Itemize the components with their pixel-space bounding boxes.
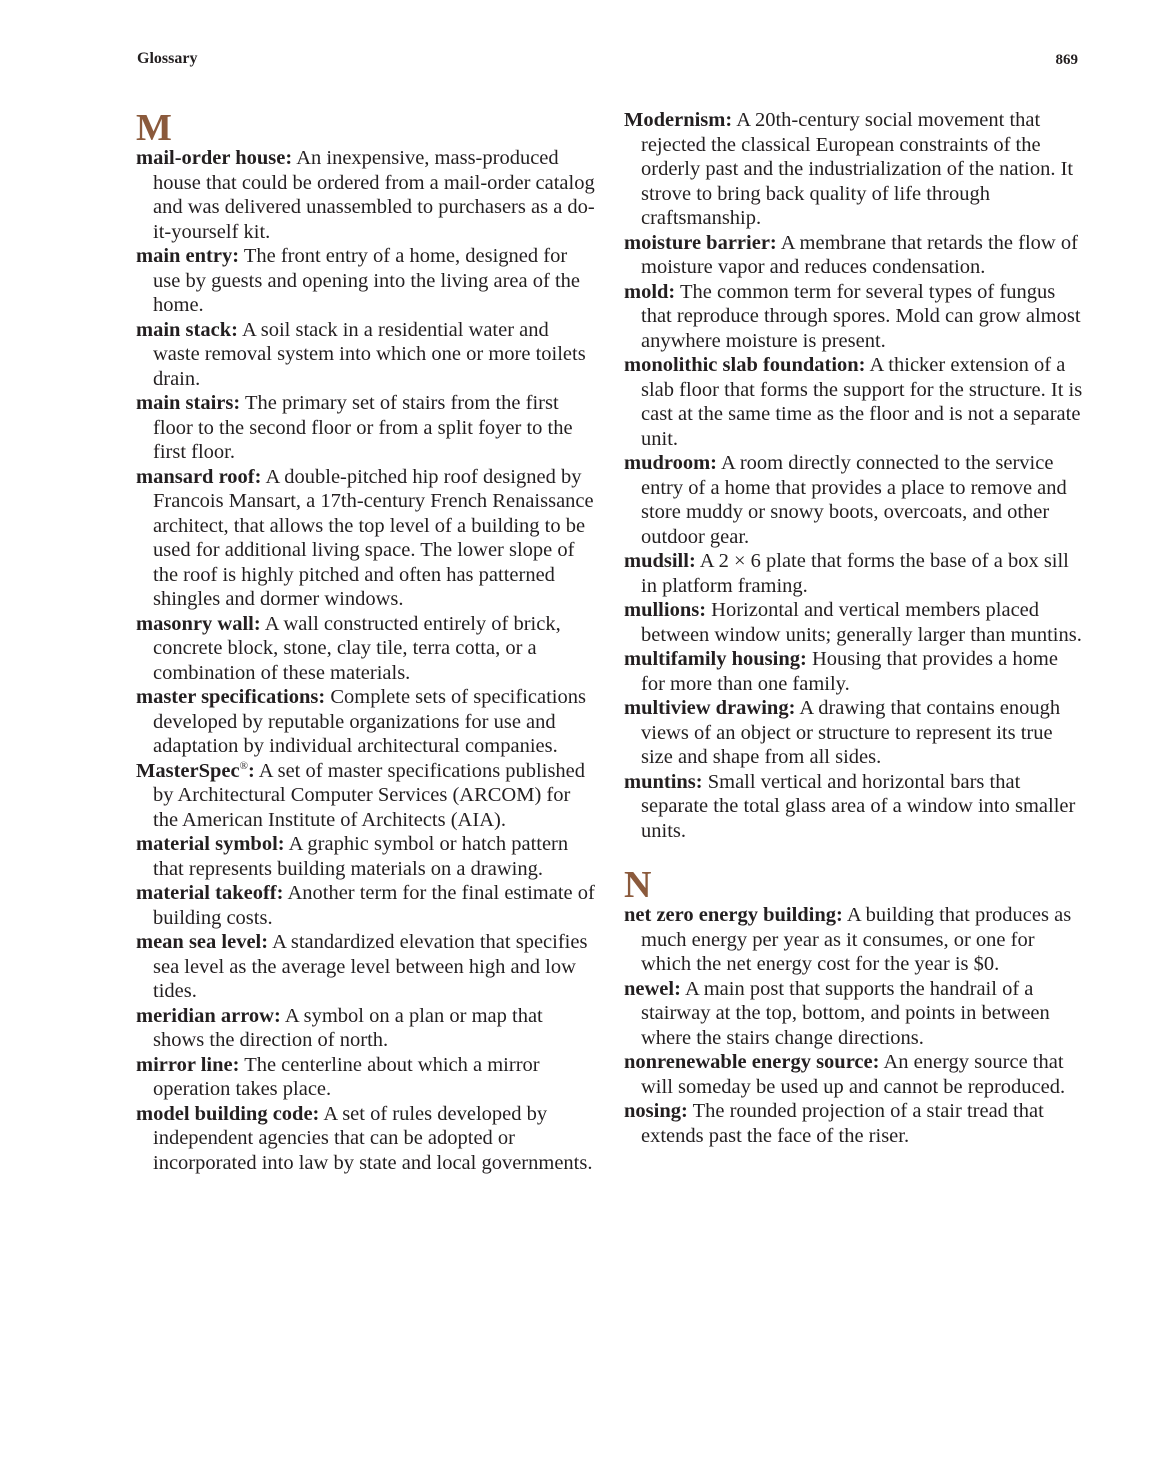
glossary-entry bbox=[624, 1099, 1084, 1148]
glossary-term: Modernism: bbox=[624, 109, 733, 131]
glossary-entry bbox=[624, 903, 1084, 977]
glossary-definition: An energy source that will someday be used up and cannot be reproduced. bbox=[641, 1051, 1066, 1098]
glossary-term: mirror line: bbox=[136, 1053, 240, 1076]
running-head: Glossary bbox=[137, 50, 198, 67]
glossary-term: net zero energy building: bbox=[624, 904, 843, 926]
glossary-definition: A set of rules developed by independent agencies that can be adopted or incorporated into law by state and local governments. bbox=[153, 1102, 593, 1174]
glossary-definition: A building that produces as much energy per year as it consumes, or one for which the net energy cost for the year is $0. bbox=[641, 904, 1072, 975]
glossary-entry bbox=[136, 465, 596, 612]
glossary-term: main stairs: bbox=[136, 392, 241, 414]
glossary-definition: A 20th-century social movement that rejected the classical European constraints of the orderly past and the industrialization of the nation. It strove to bring back quality of life through craftsmanship. bbox=[641, 109, 1074, 229]
glossary-definition: Another term for the final estimate of building costs. bbox=[153, 882, 595, 929]
glossary-term: mold: bbox=[624, 280, 676, 303]
entry-list-m bbox=[136, 146, 596, 1175]
glossary-term: material takeoff: bbox=[136, 882, 284, 904]
glossary-right-column bbox=[624, 108, 1084, 1148]
section-letter-m: M bbox=[136, 107, 171, 149]
glossary-term: mean sea level: bbox=[136, 931, 269, 953]
glossary-term: main entry: bbox=[136, 245, 240, 267]
glossary-definition: Horizontal and vertical members placed between window units; generally larger than muntins. bbox=[641, 599, 1082, 646]
glossary-definition: An inexpensive, mass-produced house that could be ordered from a mail-order catalog and was delivered unassembled to purchasers as a do-it-yourself kit. bbox=[153, 147, 595, 243]
glossary-term: masonry wall: bbox=[136, 612, 261, 635]
glossary-entry bbox=[624, 770, 1084, 844]
glossary-definition: A wall constructed entirely of brick, concrete block, stone, clay tile, terra cotta, or a combination of these materials. bbox=[153, 612, 561, 684]
entry-list-m-continued bbox=[624, 108, 1084, 843]
glossary-definition: Small vertical and horizontal bars that separate the total glass area of a window into smaller units. bbox=[641, 770, 1076, 842]
glossary-entry bbox=[136, 146, 596, 244]
term-colon: : bbox=[247, 759, 255, 782]
glossary-entry bbox=[624, 108, 1084, 231]
glossary-entry bbox=[136, 759, 596, 833]
glossary-entry bbox=[136, 318, 596, 392]
glossary-entry bbox=[624, 977, 1084, 1051]
page-number: 869 bbox=[1055, 52, 1078, 68]
glossary-definition: The centerline about which a mirror operation takes place. bbox=[153, 1053, 540, 1100]
glossary-term: newel: bbox=[624, 977, 681, 1000]
glossary-entry bbox=[624, 647, 1084, 696]
glossary-term: mansard roof: bbox=[136, 465, 262, 488]
glossary-definition: Complete sets of specifications developed by reputable organizations for use and adaptation by individual architectural companies. bbox=[153, 686, 586, 757]
glossary-term: mudsill: bbox=[624, 550, 696, 572]
glossary-entry bbox=[136, 930, 596, 1004]
glossary-definition: A membrane that retards the flow of moisture vapor and reduces condensation. bbox=[641, 231, 1078, 278]
entry-list-n bbox=[624, 903, 1084, 1148]
glossary-entry bbox=[136, 612, 596, 686]
glossary-definition: A symbol on a plan or map that shows the direction of north. bbox=[153, 1004, 543, 1051]
glossary-entry bbox=[136, 1004, 596, 1053]
registered-mark: ® bbox=[239, 759, 248, 772]
glossary-entry bbox=[624, 231, 1084, 280]
glossary-entry bbox=[624, 1050, 1084, 1099]
glossary-definition: A 2 × 6 plate that forms the base of a box sill in platform framing. bbox=[641, 550, 1069, 597]
glossary-term: multifamily housing: bbox=[624, 648, 807, 670]
section-letter-n: N bbox=[624, 864, 651, 906]
glossary-definition: A room directly connected to the service entry of a home that provides a place to remove and store muddy or snowy boots, overcoats, and other outdoor gear. bbox=[641, 452, 1067, 548]
glossary-term: multiview drawing: bbox=[624, 697, 796, 719]
glossary-definition: A double-pitched hip roof designed by Francois Mansart, a 17th-century French Renaissance architect, that allows the top level of a building to be used for additional living space. The lower slope of the roof is highly pitched and often has patterned shingles and dormer windows. bbox=[153, 465, 594, 610]
glossary-term: monolithic slab foundation: bbox=[624, 354, 866, 376]
glossary-term: mudroom: bbox=[624, 452, 718, 474]
glossary-entry bbox=[136, 391, 596, 465]
glossary-term: nosing: bbox=[624, 1100, 688, 1122]
glossary-entry bbox=[136, 685, 596, 759]
glossary-term: model building code: bbox=[136, 1102, 320, 1125]
glossary-definition: A soil stack in a residential water and waste removal system into which one or more toilets drain. bbox=[153, 318, 586, 390]
glossary-definition: The rounded projection of a stair tread that extends past the face of the riser. bbox=[641, 1100, 1044, 1147]
glossary-definition: A drawing that contains enough views of an object or structure to represent its true size and shape from all sides. bbox=[641, 697, 1061, 768]
glossary-entry bbox=[624, 353, 1084, 451]
glossary-term: material symbol: bbox=[136, 833, 285, 855]
glossary-term: master specifications: bbox=[136, 686, 326, 708]
glossary-term: moisture barrier: bbox=[624, 231, 777, 254]
glossary-term: mail-order house: bbox=[136, 147, 293, 169]
glossary-entry bbox=[624, 696, 1084, 770]
glossary-definition: The common term for several types of fungus that reproduce through spores. Mold can grow almost anywhere moisture is present. bbox=[641, 280, 1081, 352]
glossary-entry bbox=[624, 598, 1084, 647]
glossary-definition: A main post that supports the handrail of a stairway at the top, bottom, and points in between where the stairs change directions. bbox=[641, 977, 1050, 1049]
glossary-entry bbox=[136, 881, 596, 930]
glossary-entry bbox=[136, 832, 596, 881]
glossary-entry bbox=[136, 244, 596, 318]
glossary-term: meridian arrow: bbox=[136, 1004, 281, 1027]
glossary-left-column bbox=[136, 108, 596, 1175]
glossary-term: nonrenewable energy source: bbox=[624, 1051, 880, 1073]
glossary-term: MasterSpec bbox=[136, 759, 240, 782]
glossary-definition: A thicker extension of a slab floor that forms the support for the structure. It is cast at the same time as the floor and is not a separate unit. bbox=[641, 354, 1083, 450]
glossary-definition: The front entry of a home, designed for use by guests and opening into the living area of the home. bbox=[153, 245, 580, 316]
glossary-term: main stack: bbox=[136, 318, 238, 341]
glossary-term: mullions: bbox=[624, 599, 707, 621]
glossary-definition: Housing that provides a home for more than one family. bbox=[641, 648, 1058, 695]
glossary-entry bbox=[624, 451, 1084, 549]
glossary-definition: A standardized elevation that specifies sea level as the average level between high and low tides. bbox=[153, 931, 588, 1002]
glossary-term: muntins: bbox=[624, 770, 703, 793]
glossary-entry bbox=[624, 549, 1084, 598]
glossary-entry bbox=[136, 1102, 596, 1176]
glossary-definition: A set of master specifications published by Architectural Computer Services (ARCOM) for the American Institute of Architects (AIA). bbox=[153, 759, 586, 831]
glossary-entry bbox=[624, 280, 1084, 354]
glossary-entry bbox=[136, 1053, 596, 1102]
glossary-definition: The primary set of stairs from the first floor to the second floor or from a split foyer to the first floor. bbox=[153, 392, 573, 463]
glossary-definition: A graphic symbol or hatch pattern that represents building materials on a drawing. bbox=[153, 833, 569, 880]
